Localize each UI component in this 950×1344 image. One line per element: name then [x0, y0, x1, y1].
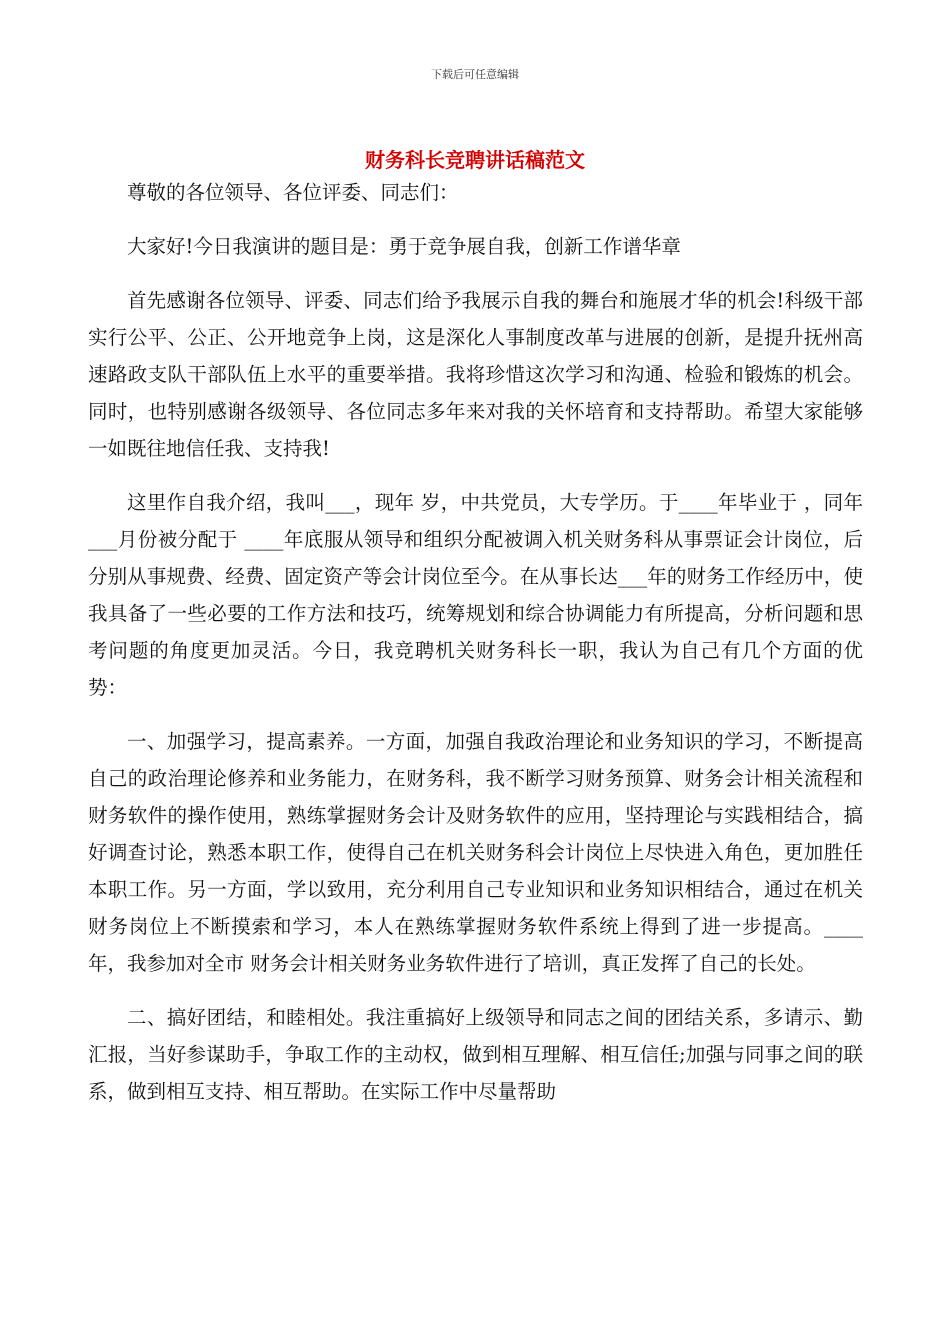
opening-paragraph: 大家好!今日我演讲的题目是：勇于竞争展自我，创新工作谱华章 [127, 235, 681, 258]
point-one-paragraph: 一、加强学习，提高素养。一方面，加强自我政治理论和业务知识的学习，不断提高自己的政治理论修养和业务能力，在财务科，我不断学习财务预算、财务会计相关流程和财务软件的操作使用，熟练掌握财务会计及财务软件的应用，坚持理论与实践相结合，搞好调查讨论，熟悉本职工作，使得自己在机关财务科会计岗位上尽快进入角色，更加胜任本职工作。另一方面，学以致用，充分利用自己专业知识和业务知识相结合，通过在机关财务岗位上不断摸索和学习，本人在熟练掌握财务软件系统上得到了进一步提高。____年，我参加对全市 财务会计相关财务业务软件进行了培训，真正发挥了自己的长处。 [88, 730, 863, 975]
document-title: 财务科长竞聘讲话稿范文 [365, 148, 585, 172]
header-note: 下载后可任意编辑 [431, 68, 519, 81]
salutation-paragraph: 尊敬的各位领导、各位评委、同志们： [127, 181, 459, 204]
document-body [88, 174, 863, 1110]
thanks-paragraph: 首先感谢各位领导、评委、同志们给予我展示自我的舞台和施展才华的机会!科级干部实行公平、公正、公开地竞争上岗，这是深化人事制度改革与进展的创新，是提升抚州高速路政支队干部队伍上水平的重要举措。我将珍惜这次学习和沟通、检验和锻炼的机会。同时，也特别感谢各级领导、各位同志多年来对我的关怀培育和支持帮助。希望大家能够一如既往地信任我、支持我! [88, 289, 863, 460]
point-two-paragraph: 二、搞好团结，和睦相处。我注重搞好上级领导和同志之间的团结关系，多请示、勤汇报，当好参谋助手，争取工作的主动权，做到相互理解、相互信任;加强与同事之间的联系，做到相互支持、相互帮助。在实际工作中尽量帮助 [88, 1006, 863, 1103]
self-intro-paragraph: 这里作自我介绍，我叫___，现年 岁，中共党员，大专学历。于____年毕业于 ，同年___月份被分配于 ____年底服从领导和组织分配被调入机关财务科从事票证会计岗位，后分别从事规费、经费、固定资产等会计岗位至今。在从事长达___年的财务工作经历中，使我具备了一些必要的工作方法和技巧，统筹规划和综合协调能力有所提高，分析问题和思考问题的角度更加灵活。今日，我竞聘机关财务科长一职，我认为自己有几个方面的优势： [88, 491, 863, 699]
